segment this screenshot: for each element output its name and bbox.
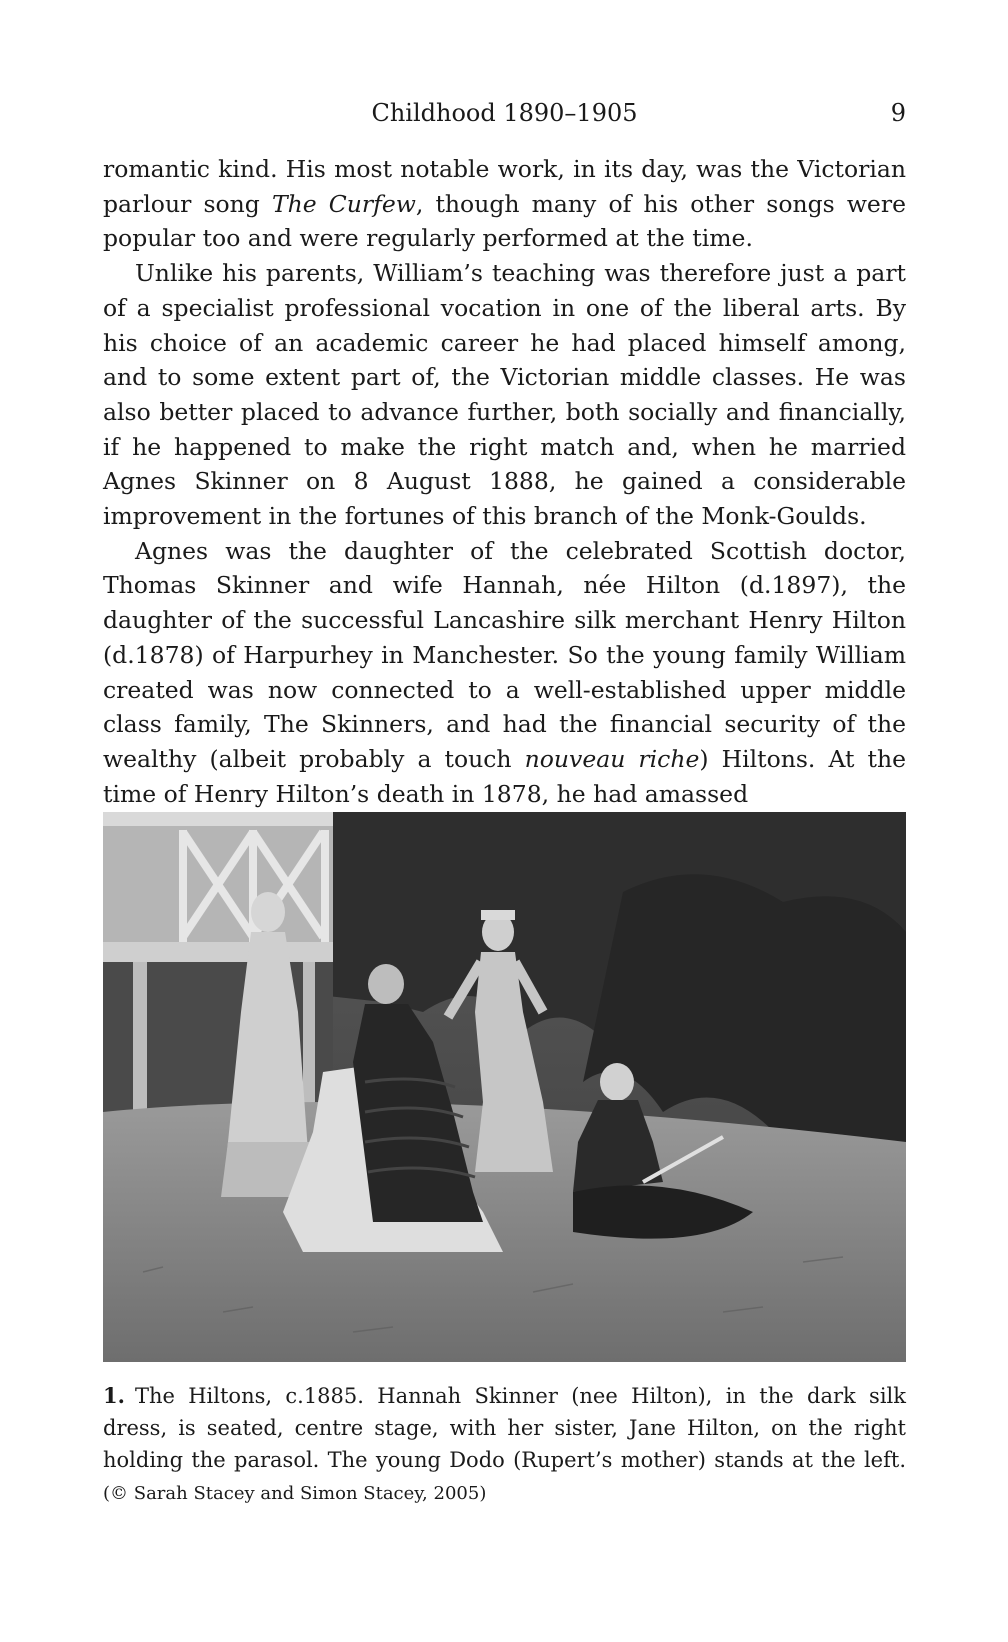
- paragraph-1-text-end: , though many of his other songs were popular too and were regularly performed at the time.: [103, 189, 906, 253]
- photo-credit: (© Sarah Stacey and Simon Stacey, 2005): [103, 1483, 487, 1504]
- running-head: [103, 96, 906, 130]
- running-title: Childhood 1890–1905: [371, 99, 638, 127]
- figure-number: 1.: [103, 1383, 125, 1408]
- paragraph-1-text: romantic kind. His most notable work, in its day, was the Victorian parlour song: [103, 155, 906, 218]
- paragraph-3-text: Agnes was the daughter of the celebrated Scottish doctor, Thomas Skinner and wife Hannah, née Hilton (d.1897), the daughter of the successful Lancashire silk merchant Henry Hilton (d.1878) of Harpurhey in Manchester. So the young family William created was now connected to a well-established upper middle class family, The Skinners, and had the financial security of the wealthy (albeit probably a touch: [103, 536, 906, 773]
- figure-caption: [103, 1380, 906, 1510]
- paragraph-3-text-end: ) Hiltons. At the time of Henry Hilton’s death in 1878, he had amassed: [103, 744, 906, 808]
- body-text: [103, 152, 906, 811]
- paragraph-1: [103, 152, 906, 256]
- caption-text: The Hiltons, c.1885. Hannah Skinner (nee Hilton), in the dark silk dress, is seated, centre stage, with her sister, Jane Hilton, on the right holding the parasol. The young Dodo (Rupert’s mother) stands at the left.: [103, 1384, 906, 1472]
- italic-phrase: nouveau riche: [524, 744, 700, 773]
- song-title: The Curfew: [271, 189, 416, 218]
- photograph-image: [103, 812, 906, 1362]
- paragraph-3: [103, 534, 906, 812]
- photograph-hiltons: [103, 812, 906, 1362]
- paragraph-2: Unlike his parents, William’s teaching was therefore just a part of a specialist professional vocation in one of the liberal arts. By his choice of an academic career he had placed himself among, and to some extent part of, the Victorian middle classes. He was also better placed to advance further, both socially and financially, if he happened to make the right match and, when he married Agnes Skinner on 8 August 1888, he gained a considerable improvement in the fortunes of this branch of the Monk-Goulds.: [103, 259, 906, 531]
- page-number: 9: [890, 99, 906, 127]
